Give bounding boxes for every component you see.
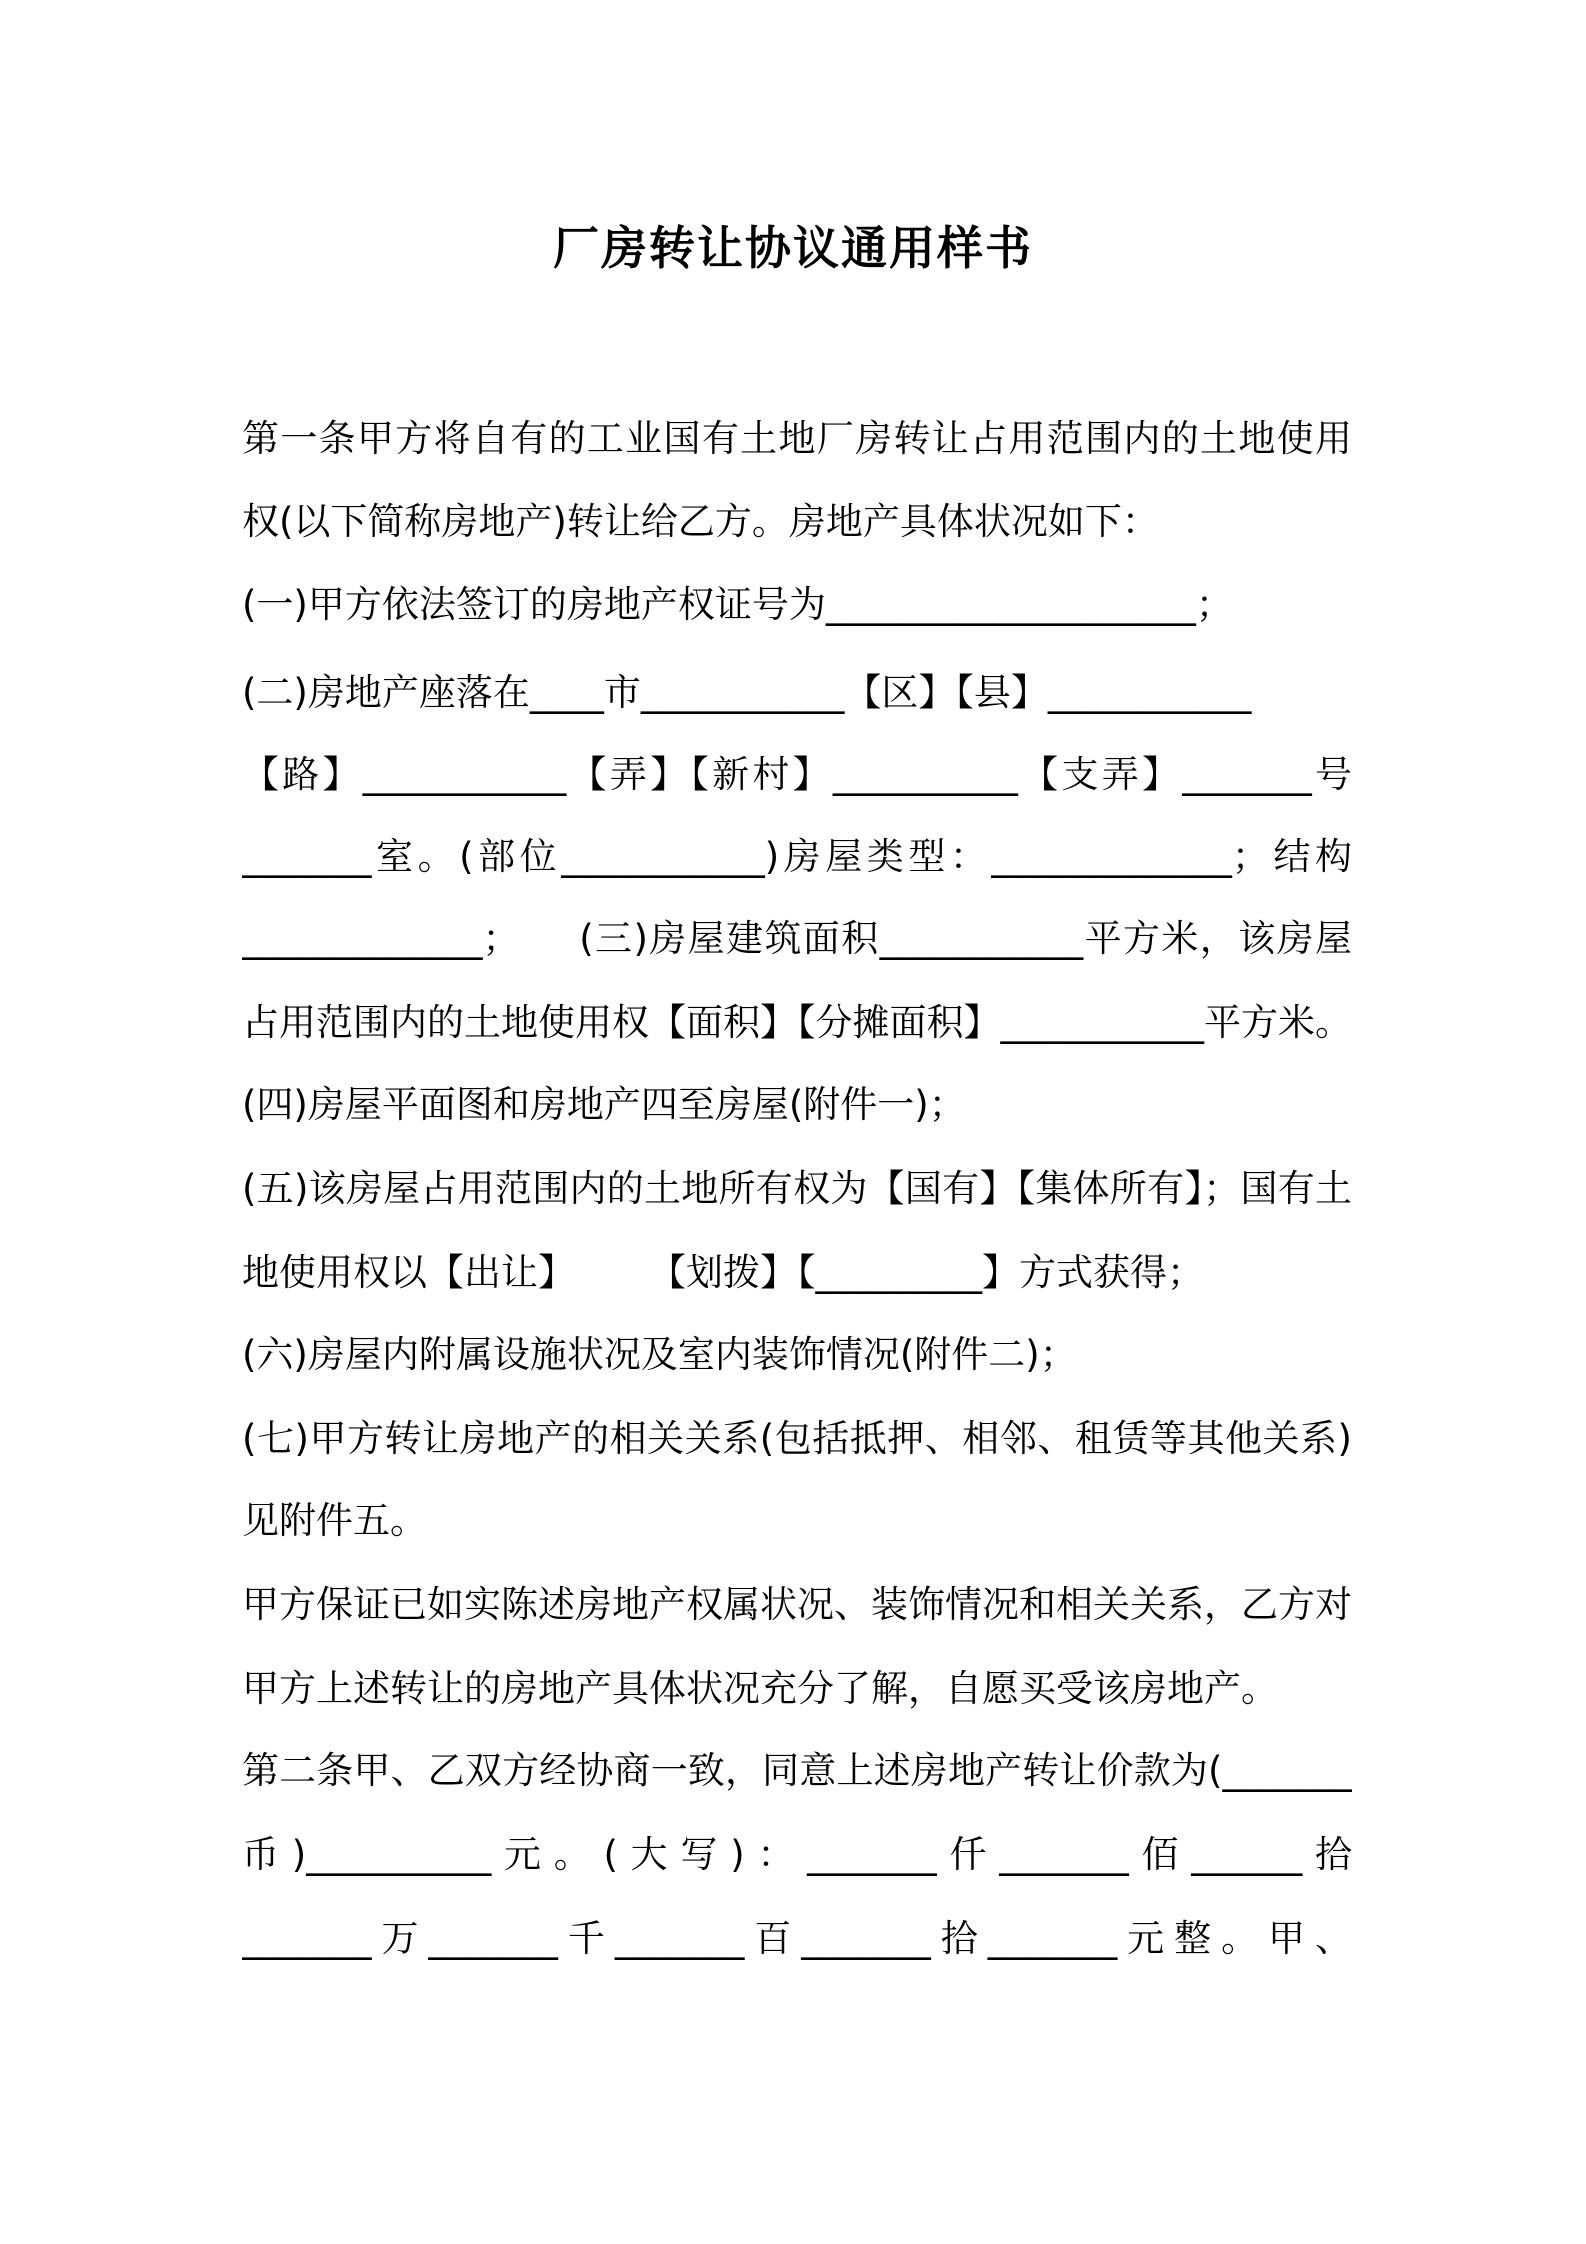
- paragraph-line: 见附件五。: [242, 1499, 427, 1542]
- paragraph-line: 币)__________元。(大写)：_______仟_______佰______拾: [242, 1833, 1352, 1876]
- paragraph-line: 权(以下简称房地产)转让给乙方。房地产具体状况如下：: [242, 500, 1159, 543]
- paragraph-line: (六)房屋内附属设施状况及室内装饰情况(附件二)；: [242, 1333, 1077, 1376]
- document-title: 厂房转让协议通用样书: [553, 221, 1033, 275]
- paragraph-line: 甲方上述转让的房地产具体状况充分了解，自愿买受该房地产。: [242, 1667, 1278, 1710]
- paragraph-line: 【路】___________【弄】【新村】__________【支弄】_______号: [242, 753, 1352, 796]
- paragraph-line: (四)房屋平面图和房地产四至房屋(附件一)；: [242, 1083, 966, 1126]
- paragraph-line: _______室。(部位___________)房屋类型：_____________；结构: [242, 835, 1352, 878]
- paragraph-line: _______万_______千_______百_______拾_______元整。甲、: [242, 1917, 1352, 1960]
- paragraph-line: 第二条甲、乙双方经协商一致，同意上述房地产转让价款为(_______: [242, 1749, 1352, 1792]
- paragraph-line: 地使用权以【出让】 【划拨】【_________】方式获得；: [242, 1251, 1204, 1294]
- paragraph-line: 占用范围内的土地使用权【面积】【分摊面积】___________平方米。: [242, 1001, 1352, 1044]
- paragraph-line: _____________； (三)房屋建筑面积___________平方米，该房屋: [242, 917, 1352, 960]
- paragraph-line: (五)该房屋占用范围内的土地所有权为【国有】【集体所有】；国有土: [242, 1167, 1352, 1210]
- paragraph-line: (一)甲方依法签订的房地产权证号为____________________；: [242, 583, 1233, 626]
- paragraph-line: 第一条甲方将自有的工业国有土地厂房转让占用范围内的土地使用: [242, 417, 1352, 460]
- paragraph-line: 甲方保证已如实陈述房地产权属状况、装饰情况和相关关系，乙方对: [242, 1583, 1352, 1626]
- paragraph-line: (二)房地产座落在____市___________【区】【县】___________: [242, 671, 1252, 714]
- paragraph-line: (七)甲方转让房地产的相关关系(包括抵押、相邻、租赁等其他关系): [242, 1417, 1352, 1460]
